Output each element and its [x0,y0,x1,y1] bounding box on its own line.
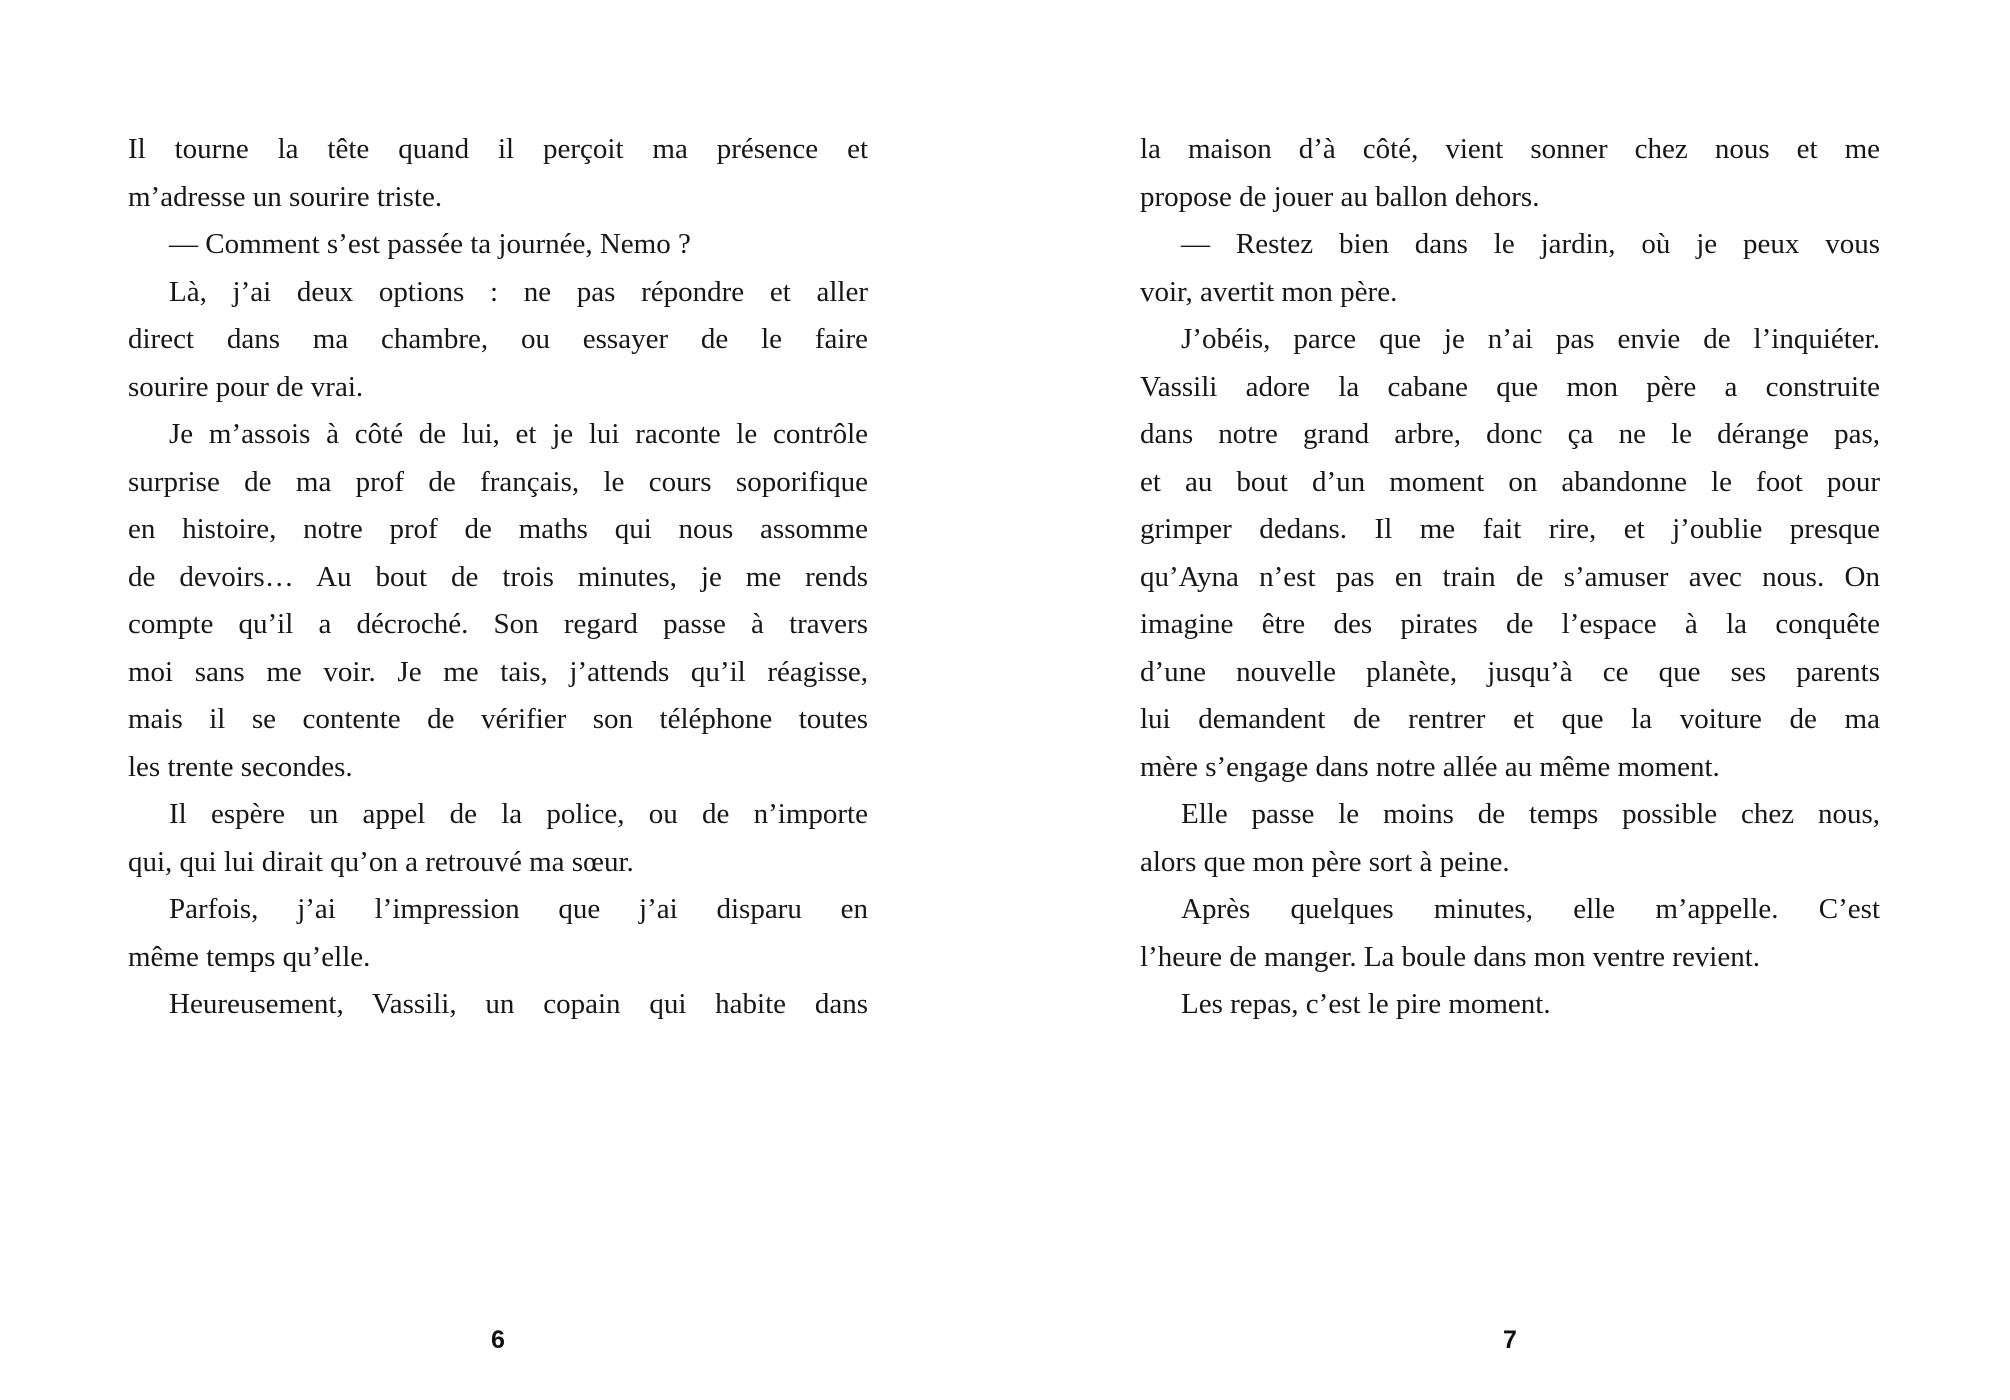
text-line: en histoire, notre prof de maths qui nous assomme [128,513,868,545]
text-line: qui, qui lui dirait qu’on a retrouvé ma sœur. [128,845,634,878]
text-line: propose de jouer au ballon dehors. [1140,180,1540,213]
text-line: grimper dedans. Il me fait rire, et j’oublie presque [1140,513,1880,545]
page-right-number: 7 [1503,1326,1517,1354]
text-line: Il tourne la tête quand il perçoit ma présence et [128,133,868,165]
text-line: Il espère un appel de la police, ou de n’importe [169,798,868,830]
text-line: Les repas, c’est le pire moment. [1181,988,1551,1020]
text-line: Parfois, j’ai l’impression que j’ai disparu en [169,893,868,925]
text-line: Là, j’ai deux options : ne pas répondre et aller [169,275,868,308]
page-left-number: 6 [491,1326,505,1354]
text-line: surprise de ma prof de français, le cours soporifique [128,465,868,498]
text-line: même temps qu’elle. [128,940,371,973]
text-line: mère s’engage dans notre allée au même moment. [1140,750,1720,783]
text-line: Après quelques minutes, elle m’appelle. C’est [1181,893,1880,925]
text-line: direct dans ma chambre, ou essayer de le faire [128,323,868,355]
text-line: d’une nouvelle planète, jusqu’à ce que ses parents [1140,655,1880,688]
text-line: m’adresse un sourire triste. [128,180,443,213]
text-line: imagine être des pirates de l’espace à la conquête [1140,608,1880,640]
text-line: Heureusement, Vassili, un copain qui habite dans [169,988,868,1020]
text-line: les trente secondes. [128,750,353,783]
text-line: Vassili adore la cabane que mon père a construite [1140,370,1880,403]
text-line: alors que mon père sort à peine. [1140,845,1510,878]
text-line: moi sans me voir. Je me tais, j’attends qu’il réagisse, [128,655,868,688]
text-line: de devoirs… Au bout de trois minutes, je me rends [128,560,868,593]
page-right-text [1140,126,1880,1029]
text-line: et au bout d’un moment on abandonne le foot pour [1140,465,1880,498]
text-line: J’obéis, parce que je n’ai pas envie de l’inquiéter. [1181,323,1880,355]
text-line: mais il se contente de vérifier son téléphone toutes [128,703,868,735]
text-line: — Restez bien dans le jardin, où je peux vous [1181,228,1880,260]
text-line: voir, avertit mon père. [1140,275,1398,308]
text-line: l’heure de manger. La boule dans mon ventre revient. [1140,940,1761,973]
text-line: qu’Ayna n’est pas en train de s’amuser avec nous. On [1140,560,1880,593]
text-line: — Comment s’est passée ta journée, Nemo ? [169,228,691,260]
text-line: la maison d’à côté, vient sonner chez nous et me [1140,133,1880,165]
text-line: sourire pour de vrai. [128,370,364,403]
text-line: Elle passe le moins de temps possible chez nous, [1181,798,1880,830]
text-line: compte qu’il a décroché. Son regard passe à travers [128,608,868,640]
text-line: Je m’assois à côté de lui, et je lui raconte le contrôle [169,418,868,450]
page-left-text [128,126,868,1029]
text-line: lui demandent de rentrer et que la voiture de ma [1140,703,1880,735]
text-line: dans notre grand arbre, donc ça ne le dérange pas, [1140,418,1880,450]
